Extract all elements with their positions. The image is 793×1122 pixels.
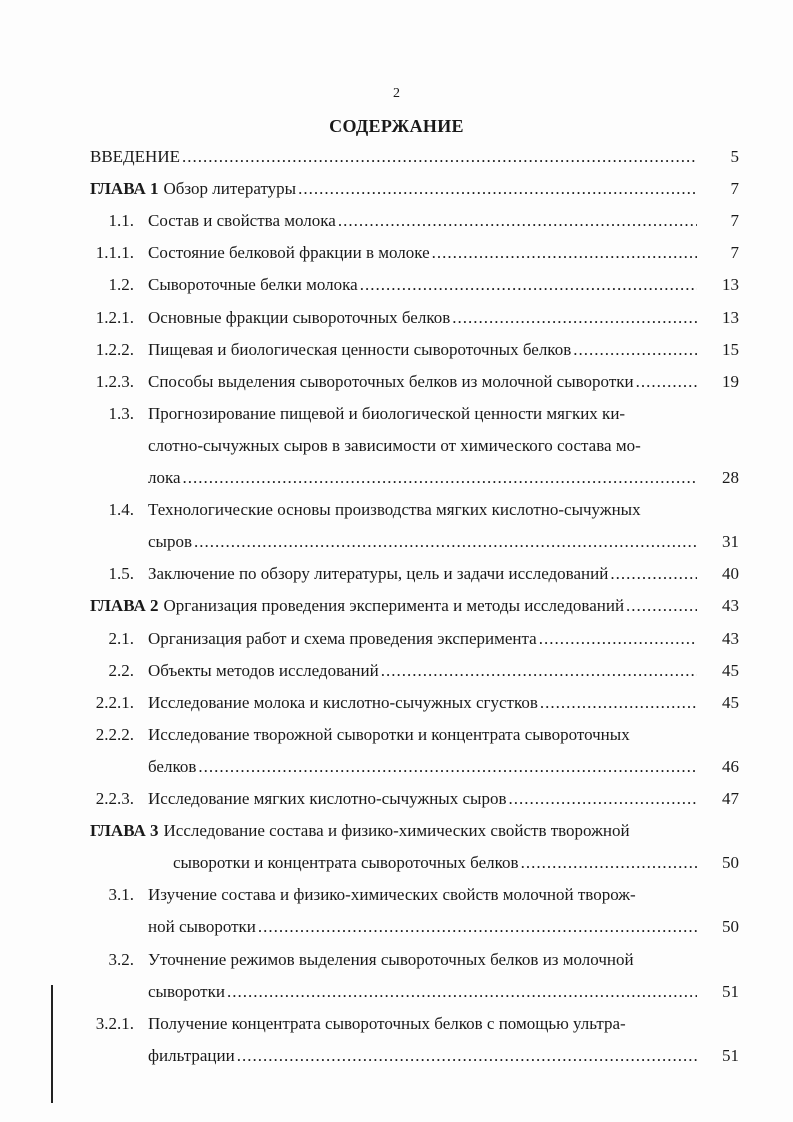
toc-entry-number: 1.1.1. (95, 243, 134, 263)
toc-entry-line (0, 401, 793, 427)
toc-entry-line (0, 272, 793, 298)
toc-page-number: 40 (722, 564, 739, 584)
toc-entry-line (0, 529, 793, 555)
toc-entry-title: Обзор литературы (163, 179, 297, 199)
toc-page-number: 15 (722, 339, 739, 359)
toc-entry-number: 1.2.1. (95, 307, 134, 327)
toc-page-number: 46 (722, 756, 739, 776)
dot-leader (521, 850, 697, 876)
toc-entry-line (0, 658, 793, 684)
toc-entry-line (0, 240, 793, 266)
toc-entry-title: ной сыворотки (148, 917, 256, 937)
chapter-label: ГЛАВА 2 (90, 596, 159, 616)
toc-entry-title: Изучение состава и физико-химических свойств молочной творож- (148, 885, 636, 905)
toc-entry-title: Получение концентрата сывороточных белков с помощью ультра- (148, 1013, 626, 1033)
toc-page-number: 45 (722, 660, 739, 680)
toc-entry-number: 2.2.1. (95, 692, 134, 712)
toc-page-number: 7 (730, 179, 739, 199)
scan-margin-line (51, 985, 53, 1103)
toc-entry-title: Способы выделения сывороточных белков из молочной сыворотки (148, 371, 634, 391)
dot-leader (636, 369, 697, 395)
dot-leader (610, 561, 697, 587)
toc-page-number: 28 (722, 468, 739, 487)
toc-entry-title: ВВЕДЕНИЕ (90, 147, 180, 166)
toc-entry-title: Пищевая и биологическая ценности сывороточных белков (148, 339, 572, 359)
toc-entry-line (0, 305, 793, 331)
dot-leader (452, 305, 697, 331)
toc-page-number: 13 (722, 275, 739, 295)
toc-entry-title: Прогнозирование пищевой и биологической ценности мягких ки- (148, 403, 626, 423)
toc-entry-line (0, 208, 793, 234)
toc-entry-title: фильтрации (148, 1045, 235, 1065)
toc-page-number: 19 (722, 371, 739, 391)
toc-entry-title: Исследование молока и кислотно-сычужных сгустков (148, 692, 538, 712)
page-number: 2 (393, 86, 400, 101)
toc-entry-title: Состав и свойства молока (148, 211, 336, 231)
toc-entry-number: 2.2.3. (95, 789, 134, 808)
toc-entry-line (0, 722, 793, 748)
toc-entry-title: Исследование состава и физико-химических свойств творожной (163, 821, 630, 841)
toc-page-number: 50 (722, 853, 739, 873)
dot-leader (626, 593, 697, 619)
toc-entry-line (0, 690, 793, 716)
toc-page-number: 51 (722, 981, 739, 1001)
toc-entry-line (0, 882, 793, 908)
toc-entry-line (0, 1043, 793, 1069)
toc-entry-title: лока (148, 468, 181, 487)
toc-page-number: 43 (722, 628, 739, 648)
toc-entry-line (0, 947, 793, 973)
toc-entry-number: 2.2. (108, 660, 134, 680)
chapter-label: ГЛАВА 1 (90, 179, 159, 199)
dot-leader (573, 337, 697, 363)
toc-entry-title: Состояние белковой фракции в молоке (148, 243, 430, 263)
toc-entry-line (0, 497, 793, 523)
toc-entry-line (0, 626, 793, 652)
toc-page-number: 7 (730, 243, 739, 263)
toc-entry-number: 3.1. (108, 885, 134, 905)
toc-entry-line (0, 818, 793, 844)
toc-entry-line (0, 433, 793, 459)
dot-leader (381, 658, 697, 684)
toc-page-number: 43 (722, 596, 739, 616)
dot-leader (432, 240, 697, 266)
dot-leader (194, 529, 697, 555)
dot-leader (182, 144, 697, 170)
toc-entry-line (0, 786, 793, 812)
toc-entry-line (0, 561, 793, 587)
toc-page-number: 31 (722, 532, 739, 552)
toc-entry-line (0, 465, 793, 491)
toc-entry-number: 1.2. (108, 275, 134, 295)
toc-entry-title: Уточнение режимов выделения сывороточных белков из молочной (148, 949, 634, 969)
toc-entry-title: Исследование творожной сыворотки и концентрата сывороточных (148, 724, 630, 744)
toc-entry-title: сыров (148, 532, 192, 552)
toc-entry-title: Организация проведения эксперимента и методы исследований (163, 596, 625, 616)
chapter-label: ГЛАВА 3 (90, 821, 159, 841)
dot-leader (227, 979, 697, 1005)
toc-entry-title: сыворотки (148, 981, 225, 1001)
toc-entry-line (0, 337, 793, 363)
toc-entry-line (0, 1011, 793, 1037)
toc-entry-number: 3.2. (108, 949, 134, 969)
toc-entry-number: 2.2.2. (95, 724, 134, 744)
toc-entry-title: слотно-сычужных сыров в зависимости от химического состава мо- (148, 435, 641, 455)
toc-entry-number: 1.3. (108, 403, 134, 423)
toc-entry-line (0, 850, 793, 876)
toc-page-number: 50 (722, 917, 739, 937)
dot-leader (298, 176, 697, 202)
toc-entry-number: 1.2.3. (95, 371, 134, 391)
toc-entry-line (0, 979, 793, 1005)
dot-leader (539, 626, 697, 652)
dot-leader (183, 465, 697, 491)
toc-page-number: 5 (730, 147, 739, 166)
dot-leader (338, 208, 697, 234)
toc-page-number: 47 (722, 789, 739, 808)
dot-leader (360, 272, 697, 298)
page-title: СОДЕРЖАНИЕ (329, 116, 464, 136)
toc-page-number: 51 (722, 1045, 739, 1065)
toc-page-number: 45 (722, 692, 739, 712)
toc-page-number: 7 (730, 211, 739, 231)
toc-entry-title: Заключение по обзору литературы, цель и задачи исследований (148, 564, 609, 584)
toc-entry-title: Объекты методов исследований (148, 660, 379, 680)
toc-entry-line (0, 369, 793, 395)
toc-entry-number: 1.1. (108, 211, 134, 231)
toc-entry-line (0, 176, 793, 202)
dot-leader (198, 754, 697, 780)
toc-entry-line (0, 593, 793, 619)
toc-entry-number: 1.4. (108, 500, 134, 520)
toc-entry-title: сыворотки и концентрата сывороточных белков (173, 853, 519, 873)
toc-entry-number: 3.2.1. (95, 1013, 134, 1033)
toc-entry-line (0, 754, 793, 780)
toc-entry-title: белков (148, 756, 197, 776)
toc-page-number: 13 (722, 307, 739, 327)
toc-entry-title: Исследование мягких кислотно-сычужных сыров (148, 789, 507, 808)
toc-entry-title: Технологические основы производства мягких кислотно-сычужных (148, 500, 641, 520)
toc-entry-title: Сывороточные белки молока (148, 275, 358, 295)
toc-entry-title: Организация работ и схема проведения эксперимента (148, 628, 537, 648)
toc-entry-line (0, 144, 793, 170)
toc-entry-number: 2.1. (108, 628, 134, 648)
toc-entry-line (0, 914, 793, 940)
dot-leader (237, 1043, 697, 1069)
dot-leader (540, 690, 697, 716)
dot-leader (508, 786, 697, 812)
dot-leader (258, 914, 697, 940)
toc-entry-number: 1.5. (108, 564, 134, 584)
toc-entry-title: Основные фракции сывороточных белков (148, 307, 451, 327)
toc-entry-number: 1.2.2. (95, 339, 134, 359)
